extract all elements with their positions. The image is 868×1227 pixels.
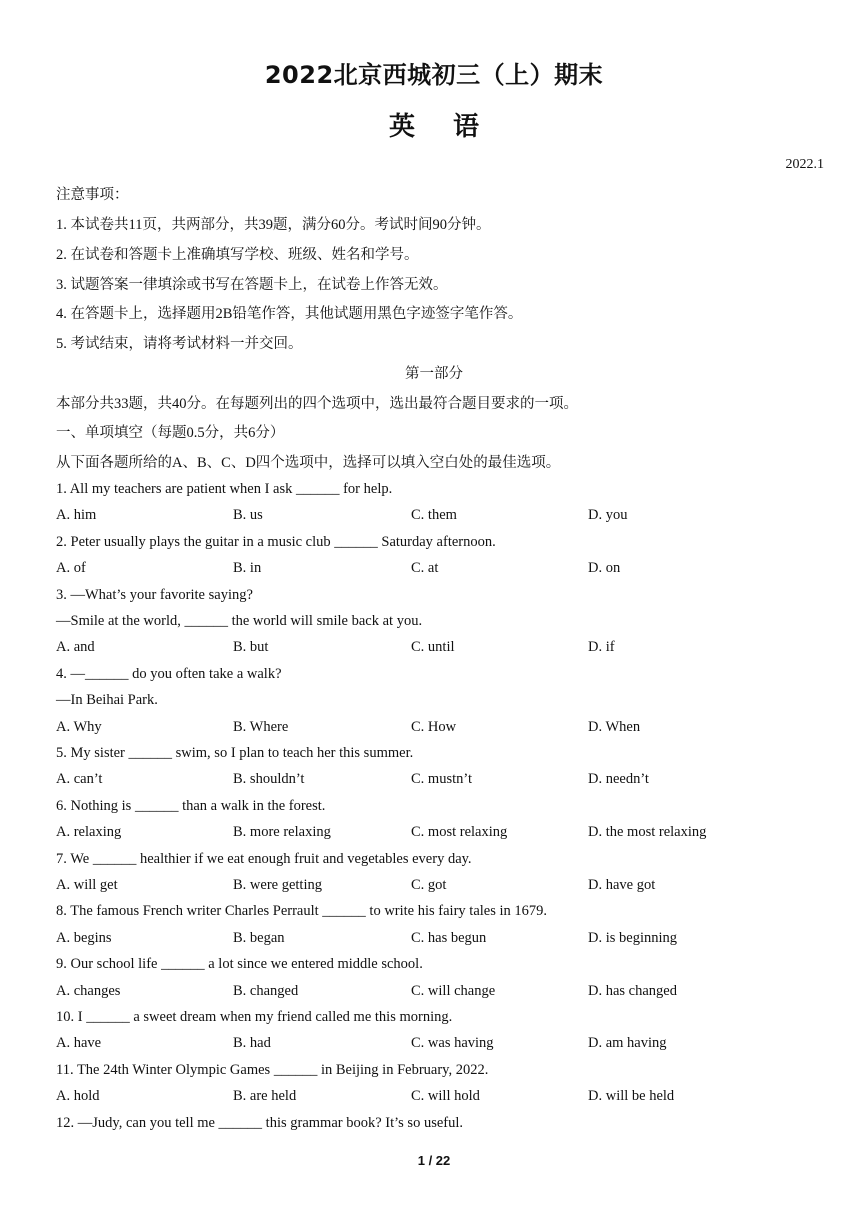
answer-option: A. of <box>56 560 86 577</box>
answer-option: B. Where <box>233 718 289 735</box>
answer-option: D. needn’t <box>588 771 649 788</box>
answer-option: B. more relaxing <box>233 824 331 841</box>
answer-option: B. shouldn’t <box>233 771 305 788</box>
subject-title: 英语 <box>388 112 517 142</box>
question-stem: 10. I ______ a sweet dream when my friend called me this morning. <box>56 1009 453 1025</box>
answer-option: D. When <box>588 718 641 735</box>
answer-option: D. is beginning <box>588 929 678 946</box>
exam-date: 2022.1 <box>785 157 824 172</box>
answer-option: A. can’t <box>56 771 103 788</box>
answer-option: B. are held <box>233 1088 297 1105</box>
notes-heading: 注意事项： <box>56 187 129 203</box>
answer-option: C. was having <box>411 1035 494 1052</box>
answer-option: B. had <box>233 1035 271 1052</box>
answer-option: A. changes <box>56 982 121 999</box>
note-item: 5. 考试结束，请将考试材料一并交回。 <box>56 336 303 352</box>
answer-option: A. and <box>56 639 95 656</box>
answer-option: D. has changed <box>588 982 677 999</box>
answer-option: C. until <box>411 639 455 656</box>
question-stem: 8. The famous French writer Charles Perrault ______ to write his fairy tales in 1679. <box>56 903 548 920</box>
answer-option: A. have <box>56 1035 102 1052</box>
answer-option: A. him <box>56 507 97 524</box>
question-stem: 9. Our school life ______ a lot since we entered middle school. <box>56 956 423 973</box>
answer-option: D. you <box>588 507 628 524</box>
question-stem: 12. —Judy, can you tell me ______ this grammar book? It’s so useful. <box>56 1114 464 1131</box>
answer-option: B. in <box>233 560 262 577</box>
answer-option: B. began <box>233 929 285 946</box>
answer-option: C. will change <box>411 982 496 999</box>
question-stem: 6. Nothing is ______ than a walk in the forest. <box>56 797 326 814</box>
exam-title: 2022北京西城初三（上）期末 <box>264 61 604 89</box>
question-stem: 1. All my teachers are patient when I ask ______ for help. <box>56 481 393 497</box>
question-stem: —Smile at the world, ______ the world will smile back at you. <box>56 613 423 629</box>
note-item: 1. 本试卷共11页，共两部分，共39题，满分60分。考试时间90分钟。 <box>56 217 491 233</box>
answer-option: D. on <box>588 560 621 577</box>
answer-option: D. will be held <box>588 1088 675 1105</box>
section-title: 一、单项填空（每题0.5分，共6分） <box>56 425 285 441</box>
answer-option: C. at <box>411 560 439 577</box>
answer-option: A. Why <box>56 718 102 735</box>
answer-option: C. has begun <box>411 929 487 946</box>
page-number: 1 / 22 <box>417 1153 451 1168</box>
section-instructions: 从下面各题所给的A、B、C、D四个选项中，选择可以填入空白处的最佳选项。 <box>56 455 561 471</box>
answer-option: D. am having <box>588 1035 667 1052</box>
note-item: 2. 在试卷和答题卡上准确填写学校、班级、姓名和学号。 <box>56 247 419 263</box>
answer-option: B. us <box>233 507 263 524</box>
answer-option: B. changed <box>233 982 299 999</box>
question-stem: 11. The 24th Winter Olympic Games ______ in Beijing in February, 2022. <box>56 1061 489 1078</box>
answer-option: B. but <box>233 639 269 656</box>
answer-option: C. mustn’t <box>411 771 472 788</box>
answer-option: A. will get <box>56 877 118 893</box>
answer-option: C. How <box>411 718 457 735</box>
answer-option: A. begins <box>56 929 112 946</box>
note-item: 4. 在答题卡上，选择题用2B铅笔作答，其他试题用黑色字迹签字笔作答。 <box>56 306 523 322</box>
answer-option: A. relaxing <box>56 824 122 841</box>
question-stem: —In Beihai Park. <box>56 692 158 709</box>
answer-option: C. will hold <box>411 1088 480 1105</box>
question-stem: 3. —What’s your favorite saying? <box>56 586 253 603</box>
answer-option: D. if <box>588 639 615 656</box>
question-stem: 4. —______ do you often take a walk? <box>56 665 282 682</box>
answer-option: C. got <box>411 877 447 893</box>
question-stem: 2. Peter usually plays the guitar in a music club ______ Saturday afternoon. <box>56 533 496 550</box>
question-stem: 7. We ______ healthier if we eat enough fruit and vegetables every day. <box>56 850 472 867</box>
note-item: 3. 试题答案一律填涂或书写在答题卡上，在试卷上作答无效。 <box>56 277 448 293</box>
question-stem: 5. My sister ______ swim, so I plan to teach her this summer. <box>56 745 414 761</box>
answer-option: B. were getting <box>233 877 322 893</box>
part-heading: 第一部分 <box>405 366 463 382</box>
answer-option: C. most relaxing <box>411 824 508 841</box>
answer-option: A. hold <box>56 1088 100 1105</box>
part-intro: 本部分共33题，共40分。在每题列出的四个选项中，选出最符合题目要求的一项。 <box>56 396 578 412</box>
answer-option: C. them <box>411 507 457 524</box>
answer-option: D. the most relaxing <box>588 824 707 841</box>
answer-option: D. have got <box>588 877 656 893</box>
